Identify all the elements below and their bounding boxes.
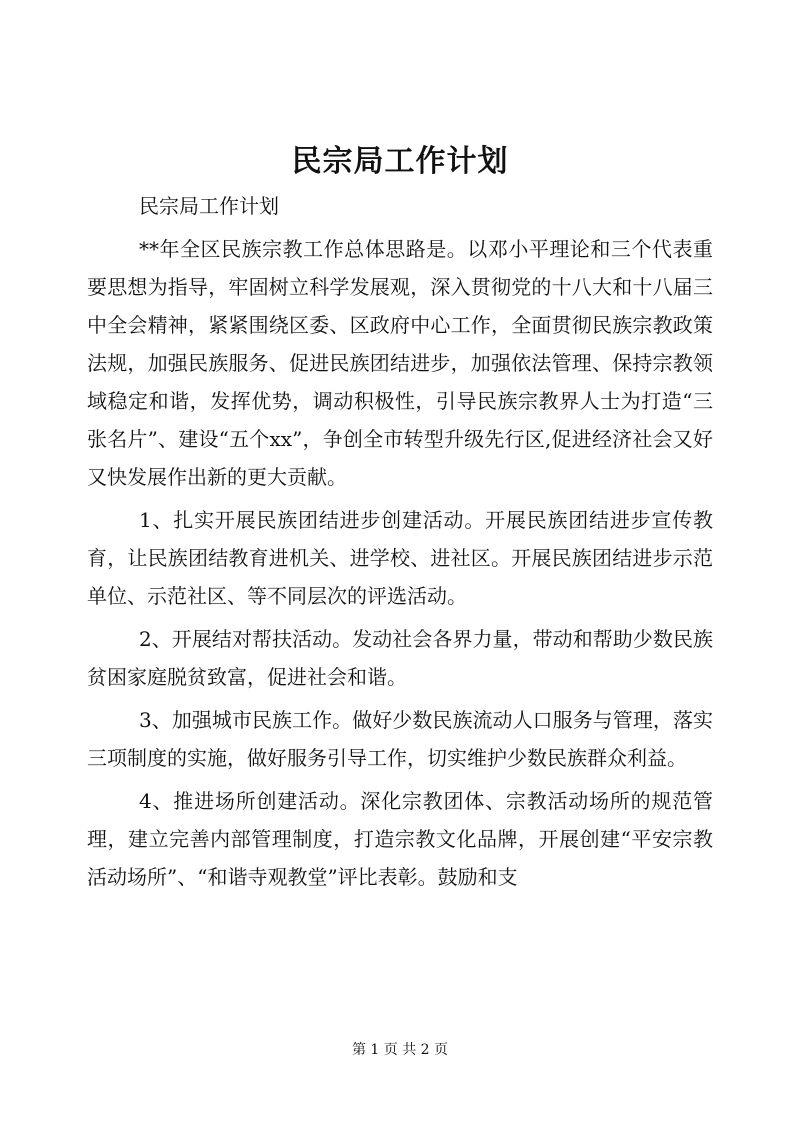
- paragraph-item-4: 4、推进场所创建活动。深化宗教团体、宗教活动场所的规范管理，建立完善内部管理制度，打造宗教文化品牌，开展创建“平安宗教活动场所”、“和谐寺观教堂”评比表彰。鼓励和支: [87, 789, 713, 889]
- paragraph-subtitle: 民宗局工作计划: [139, 194, 279, 218]
- paragraph-overview: **年全区民族宗教工作总体思路是。以邓小平理论和三个代表重要思想为指导，牢固树立科学发展观，深入贯彻党的十八大和十八届三中全会精神，紧紧围绕区委、区政府中心工作，全面贯彻民族宗教政策法规，加强民族服务、促进民族团结进步，加强依法管理、保持宗教领域稳定和谐，发挥优势，调动积极性，引导民族宗教界人士为打造“三张名片”、建设“五个xx”，争创全市转型升级先行区,促进经济社会又好又快发展作出新的更大贡献。: [87, 237, 713, 489]
- paragraph-item-2: 2、开展结对帮扶活动。发动社会各界力量，带动和帮助少数民族贫困家庭脱贫致富，促进社会和谐。: [87, 627, 713, 689]
- document-title: 民宗局工作计划: [291, 144, 509, 179]
- document-body: [87, 187, 713, 901]
- paragraph-item-1: 1、扎实开展民族团结进步创建活动。开展民族团结进步宣传教育，让民族团结教育进机关、进学校、进社区。开展民族团结进步示范单位、示范社区、等不同层次的评选活动。: [87, 508, 713, 608]
- page-footer: 第 1 页 共 2 页: [351, 1042, 449, 1058]
- paragraph-item-3: 3、加强城市民族工作。做好少数民族流动人口服务与管理，落实三项制度的实施，做好服务引导工作，切实维护少数民族群众利益。: [87, 708, 713, 770]
